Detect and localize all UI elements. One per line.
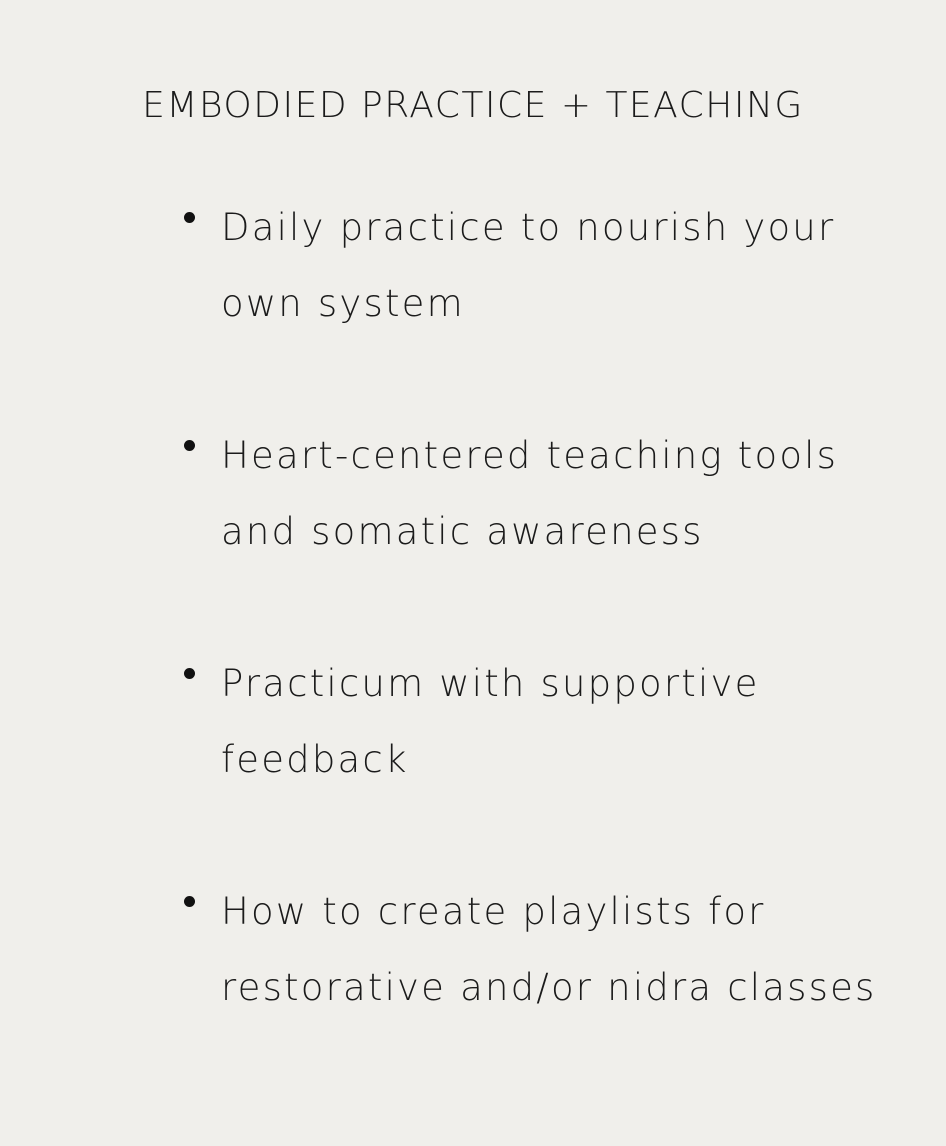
list-item-text-line-1: How to create playlists for (221, 890, 766, 933)
list-item-text-line-2: restorative and/or nidra classes (221, 966, 877, 1009)
bullet-icon (184, 440, 195, 451)
list-item-text-line-1: Heart-centered teaching tools (221, 434, 839, 477)
bullet-icon (184, 896, 195, 907)
list-item (178, 418, 858, 570)
list-item-text-line-2: own system (221, 282, 465, 325)
list-item-text-line-2: and somatic awareness (221, 510, 704, 553)
list-item (178, 190, 858, 342)
bullet-icon (184, 212, 195, 223)
section-heading: EMBODIED PRACTICE + TEACHING (142, 85, 804, 126)
bullet-icon (184, 668, 195, 679)
list-item (178, 874, 877, 1026)
list-item-text-line-1: Daily practice to nourish your (221, 206, 836, 249)
list-item (178, 646, 858, 798)
list-item-text-line-1: Practicum with supportive (221, 662, 760, 705)
list-item-text-line-2: feedback (221, 738, 409, 781)
